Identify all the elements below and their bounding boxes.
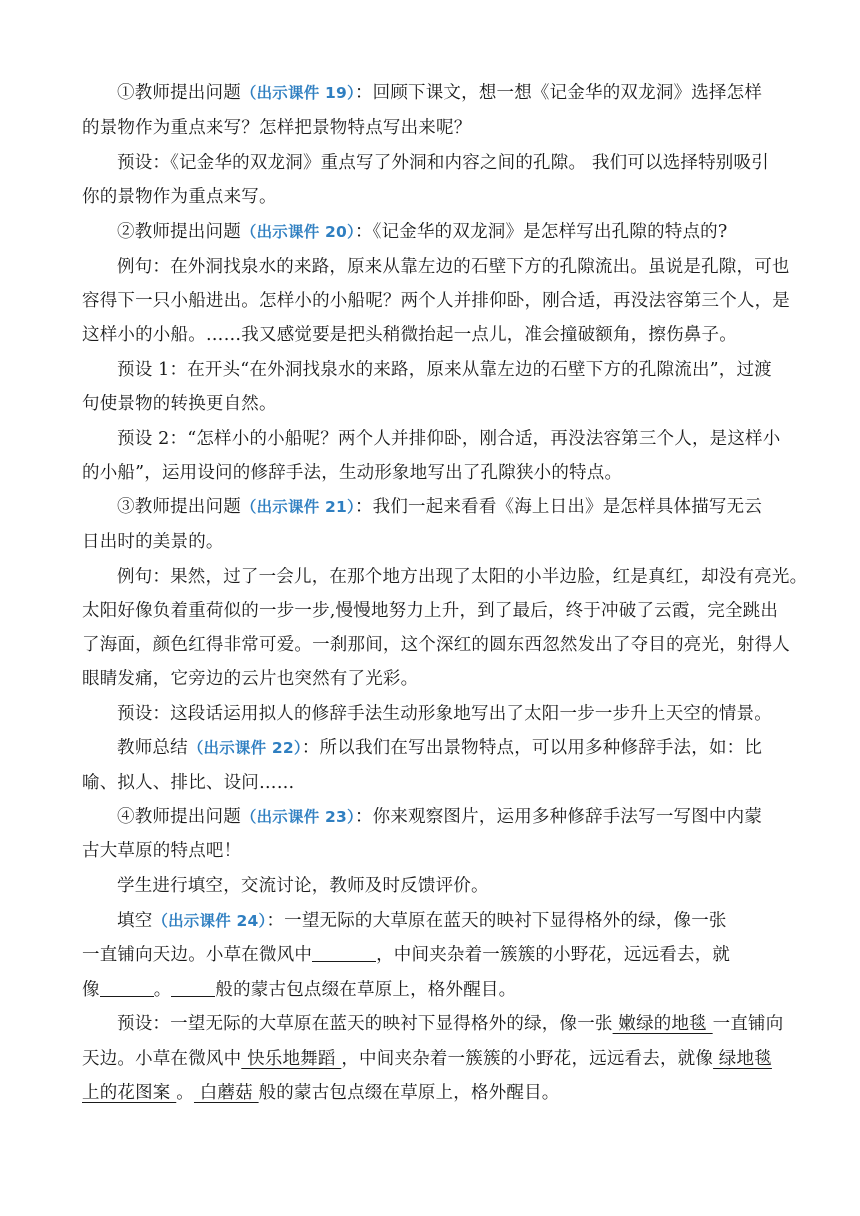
paragraph-9-line-1: 预设：这段话运用拟人的修辞手法生动形象地写出了太阳一步一步升上天空的情景。	[117, 704, 772, 724]
text: 一直铺向	[712, 1014, 784, 1034]
courseware-ref: （出示课件 20）	[240, 223, 355, 241]
text: 一直铺向天边。小草在微风中	[82, 945, 313, 965]
courseware-ref: （出示课件 21）	[240, 498, 355, 516]
paragraph-13-line-3	[82, 973, 516, 1007]
paragraph-7-line-2: 日出时的美景的。	[82, 532, 224, 552]
paragraph-2-line-2: 你的景物作为重点来写。	[82, 187, 277, 207]
courseware-ref: （出示课件 23）	[240, 808, 355, 826]
text: 般的蒙古包点缀在草原上，格外醒目。	[258, 1083, 560, 1103]
text: 。	[176, 1083, 194, 1103]
text: ：一望无际的大草原在蓝天的映衬下显得格外的绿，像一张	[266, 911, 727, 931]
text: ，中间夹杂着一簇簇的小野花，远远看去，就	[376, 945, 731, 965]
paragraph-13-line-2	[82, 938, 730, 972]
paragraph-14-line-2	[82, 1042, 772, 1076]
paragraph-8-line-1: 例句：果然，过了一会儿，在那个地方出现了太阳的小半边脸，红是真红，却没有亮光。	[117, 567, 808, 587]
paragraph-4-line-3: 这样小的小船。……我又感觉要是把头稍微抬起一点儿，准会撞破额角，擦伤鼻子。	[82, 325, 737, 345]
paragraph-5-line-1: 预设 1：在开头“在外洞找泉水的来路，原来从靠左边的石壁下方的孔隙流出”，过渡	[117, 360, 772, 380]
paragraph-8-line-4: 眼睛发痛，它旁边的云片也突然有了光彩。	[82, 669, 419, 689]
text: 预设：一望无际的大草原在蓝天的映衬下显得格外的绿，像一张	[117, 1014, 613, 1034]
paragraph-10-line-2: 喻、拟人、排比、设问……	[82, 773, 295, 793]
text: 教师总结	[117, 738, 188, 758]
courseware-ref: （出示课件 19）	[240, 84, 355, 102]
paragraph-1-line-1	[117, 76, 762, 110]
paragraph-2-line-1: 预设：《记金华的双龙洞》重点写了外洞和内容之间的孔隙。 我们可以选择特别吸引	[117, 153, 769, 173]
fill-blank[interactable]	[312, 943, 376, 962]
fill-blank[interactable]	[100, 978, 154, 997]
paragraph-6-line-1: 预设 2：“怎样小的小船呢？两个人并排仰卧，刚合适，再没法容第三个人，是这样小	[117, 429, 781, 449]
text: ④教师提出问题	[117, 807, 241, 827]
paragraph-4-line-2: 容得下一只小船进出。怎样小的小船呢？两个人并排仰卧，刚合适，再没法容第三个人，是	[82, 291, 790, 311]
paragraph-8-line-3: 了海面，颜色红得非常可爱。一刹那间，这个深红的圆东西忽然发出了夺目的亮光，射得人	[82, 635, 790, 655]
paragraph-13-line-1	[117, 904, 727, 938]
paragraph-14-line-3	[82, 1076, 560, 1110]
text: ：回顾下课文，想一想《记金华的双龙洞》选择怎样	[354, 83, 763, 103]
paragraph-12-line-1: 学生进行填空，交流讨论，教师及时反馈评价。	[117, 876, 489, 896]
answer-underlined: 嫩绿的地毯	[612, 1014, 713, 1034]
courseware-ref: （出示课件 22）	[187, 739, 302, 757]
text: ：我们一起来看看《海上日出》是怎样具体描写无云	[354, 497, 763, 517]
paragraph-3-line-1	[117, 215, 727, 249]
courseware-ref: （出示课件 24）	[152, 912, 267, 930]
text: 填空	[117, 911, 153, 931]
paragraph-14-line-1	[117, 1007, 783, 1041]
text: 天边。小草在微风中	[82, 1049, 242, 1069]
text: ③教师提出问题	[117, 497, 241, 517]
answer-underlined: 白蘑菇	[193, 1083, 259, 1103]
paragraph-1-line-2: 的景物作为重点来写？怎样把景物特点写出来呢？	[82, 118, 472, 138]
text: 。	[153, 980, 172, 1000]
paragraph-4-line-1: 例句：在外洞找泉水的来路，原来从靠左边的石壁下方的孔隙流出。虽说是孔隙，可也	[117, 257, 790, 277]
fill-blank[interactable]	[171, 978, 215, 997]
text: 像	[82, 980, 100, 1000]
paragraph-5-line-2: 句使景物的转换更自然。	[82, 394, 277, 414]
paragraph-7-line-1	[117, 490, 762, 524]
text: ②教师提出问题	[117, 222, 241, 242]
paragraph-11-line-1	[117, 800, 762, 834]
paragraph-6-line-2: 的小船”，运用设问的修辞手法，生动形象地写出了孔隙狭小的特点。	[82, 463, 623, 483]
text: ，中间夹杂着一簇簇的小野花，远远看去，就像	[341, 1049, 714, 1069]
answer-underlined: 快乐地舞蹈	[241, 1049, 342, 1069]
text: ：所以我们在写出景物特点，可以用多种修辞手法，如：比	[301, 738, 763, 758]
answer-underlined: 上的花图案	[82, 1083, 177, 1103]
text: ：你来观察图片，运用多种修辞手法写一写图中内蒙	[354, 807, 763, 827]
paragraph-11-line-2: 古大草原的特点吧！	[82, 841, 242, 861]
answer-underlined: 绿地毯	[713, 1049, 772, 1069]
paragraph-10-line-1	[117, 731, 762, 765]
text: ：《记金华的双龙洞》是怎样写出孔隙的特点的?	[354, 222, 728, 242]
paragraph-8-line-2: 太阳好像负着重荷似的一步一步,慢慢地努力上升，到了最后，终于冲破了云霞，完全跳出	[82, 601, 779, 621]
text: ①教师提出问题	[117, 83, 241, 103]
text: 般的蒙古包点缀在草原上，格外醒目。	[215, 980, 517, 1000]
